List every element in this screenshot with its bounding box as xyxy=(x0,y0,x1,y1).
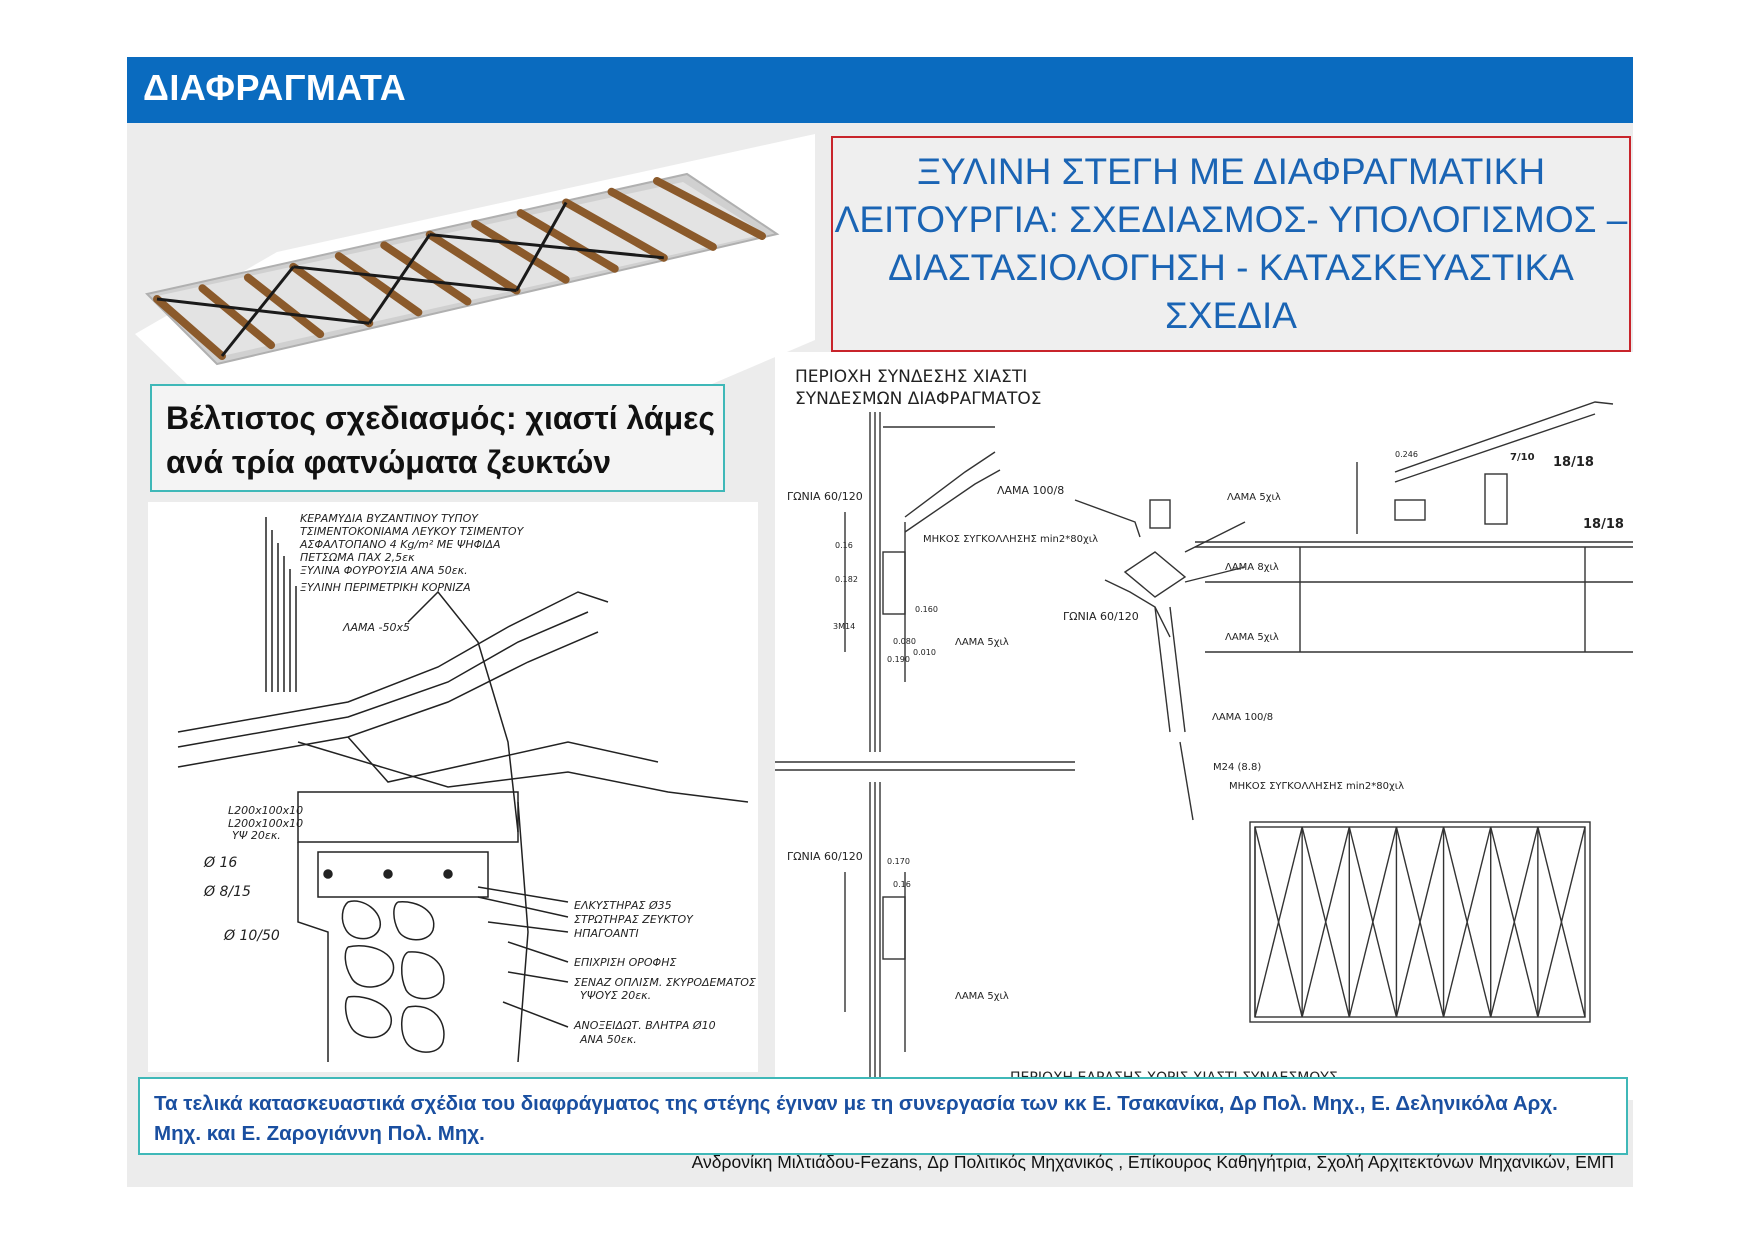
eave-label-13: Ø 10/50 xyxy=(224,928,280,944)
right-header-2: ΣΥΝΔΕΣΜΩΝ ΔΙΑΦΡΑΓΜΑΤΟΣ xyxy=(795,389,1042,409)
dim-8: 0.170 xyxy=(887,857,910,866)
eave-label-20: ΑΝΟΞΕΙΔΩΤ. ΒΛΗΤΡΑ Ø10 xyxy=(574,1019,716,1032)
dim-4: 0.160 xyxy=(915,605,938,614)
label-bolt: M24 (8.8) xyxy=(1213,762,1262,773)
design-note-line-2: ανά τρία φατνώματα ζευκτών xyxy=(166,444,612,480)
eave-label-7: ΛΑΜΑ -50x5 xyxy=(343,621,411,634)
subtitle-line-2: ΛΕΙΤΟΥΡΓΙΑ: ΣΧΕΔΙΑΣΜΟΣ- ΥΠΟΛΟΓΙΣΜΟΣ – xyxy=(834,199,1628,240)
roof-render-image xyxy=(127,134,815,384)
credits-box xyxy=(138,1077,1628,1155)
label-weld-2: ΜΗΚΟΣ ΣΥΓΚΟΛΛΗΣΗΣ min2*80χιλ xyxy=(1229,781,1405,792)
eave-label-2: ΤΣΙΜΕΝΤΟΚΟΝΙΑΜΑ ΛΕΥΚΟΥ ΤΣΙΜΕΝΤΟΥ xyxy=(300,525,524,538)
label-gonia-1: ΓΩΝΙΑ 60/120 xyxy=(787,490,863,503)
eave-label-18: ΣΕΝΑΖ ΟΠΛΙΣΜ. ΣΚΥΡΟΔΕΜΑΤΟΣ xyxy=(574,976,756,989)
dim-9: 0.16 xyxy=(893,880,911,889)
dim-10: 0.246 xyxy=(1395,450,1418,459)
dim-13: 7/10 xyxy=(1510,452,1535,463)
eave-label-14: ΕΛΚΥΣΤΗΡΑΣ Ø35 xyxy=(574,899,672,912)
label-lama8: ΛΑΜΑ 8χιλ xyxy=(1225,562,1279,573)
subtitle-box xyxy=(831,136,1631,352)
connection-detail-drawing xyxy=(775,352,1633,1100)
dim-5: 0.080 xyxy=(893,637,916,646)
label-lama5-d: ΛΑΜΑ 5χιλ xyxy=(955,991,1009,1002)
eave-section-svg xyxy=(148,502,758,1072)
roof-render-svg xyxy=(127,134,815,384)
eave-section-drawing xyxy=(148,502,758,1072)
label-lama-2: ΛΑΜΑ 100/8 xyxy=(1212,712,1274,723)
subtitle-line-1: ΞΥΛΙΝΗ ΣΤΕΓΗ ΜΕ ΔΙΑΦΡΑΓΜΑΤΙΚΗ xyxy=(916,151,1546,192)
eave-label-12: Ø 8/15 xyxy=(204,884,251,900)
eave-label-4: ΠΕΤΣΩΜΑ ΠΑΧ 2,5εκ xyxy=(300,551,415,564)
slide-title: ΔΙΑΦΡΑΓΜΑΤΑ xyxy=(143,67,407,108)
eave-label-21: ΑΝΑ 50εκ. xyxy=(580,1033,637,1046)
dim-11: 18/18 xyxy=(1553,455,1594,470)
design-note-line-1: Βέλτιστος σχεδιασμός: χιαστί λάμες xyxy=(166,400,715,436)
eave-label-6: ΞΥΛΙΝΗ ΠΕΡΙΜΕΤΡΙΚΗ ΚΟΡΝΙΖΑ xyxy=(300,581,471,594)
author-footer: Ανδρονίκη Μιλτιάδου-Fezans, Δρ Πολιτικός Μηχανικός , Επίκουρος Καθηγήτρια, Σχολή Αρχιτεκτόνων Μηχανικών, ΕΜΠ xyxy=(691,1152,1614,1172)
eave-label-16: ΗΠΑΓΟΑΝΤΙ xyxy=(574,927,639,940)
connection-detail-svg xyxy=(775,352,1633,1100)
right-header-1: ΠΕΡΙΟΧΗ ΣΥΝΔΕΣΗΣ ΧΙΑΣΤΙ xyxy=(795,367,1028,387)
eave-label-10: ΥΨ 20εκ. xyxy=(232,829,281,842)
eave-label-11: Ø 16 xyxy=(204,855,238,871)
label-gonia-2: ΓΩΝΙΑ 60/120 xyxy=(1063,610,1139,623)
label-lama-1: ΛΑΜΑ 100/8 xyxy=(997,484,1065,497)
subtitle-line-4: ΣΧΕΔΙΑ xyxy=(1165,295,1297,336)
eave-label-8: L200x100x10 xyxy=(228,804,304,817)
eave-label-17: ΕΠΙΧΡΙΣΗ ΟΡΟΦΗΣ xyxy=(574,956,677,969)
label-lama5-a: ΛΑΜΑ 5χιλ xyxy=(955,637,1009,648)
eave-label-1: ΚΕΡΑΜΥΔΙΑ ΒΥΖΑΝΤΙΝΟΥ ΤΥΠΟΥ xyxy=(300,512,479,525)
title-bar xyxy=(127,57,1633,123)
label-gonia-3: ΓΩΝΙΑ 60/120 xyxy=(787,850,863,863)
dim-7: 0.010 xyxy=(913,648,936,657)
dim-6: 0.190 xyxy=(887,655,910,664)
label-weld-1: ΜΗΚΟΣ ΣΥΓΚΟΛΛΗΣΗΣ min2*80χιλ xyxy=(923,534,1099,545)
eave-label-3: ΑΣΦΑΛΤΟΠΑΝΟ 4 Kg/m² ΜΕ ΨΗΦΙΔΑ xyxy=(300,538,501,551)
label-lama5-b: ΛΑΜΑ 5χιλ xyxy=(1227,492,1281,503)
dim-1: 0.16 xyxy=(835,541,853,550)
dim-3: 3M14 xyxy=(833,622,856,631)
eave-label-9: L200x100x10 xyxy=(228,817,304,830)
eave-label-15: ΣΤΡΩΤΗΡΑΣ ΖΕΥΚΤΟΥ xyxy=(574,913,693,926)
credits-line-2: Μηχ. και Ε. Ζαρογιάννη Πολ. Μηχ. xyxy=(154,1122,485,1145)
subtitle-line-3: ΔΙΑΣΤΑΣΙΟΛΟΓΗΣΗ - ΚΑΤΑΣΚΕΥΑΣΤΙΚΑ xyxy=(888,247,1574,288)
design-note-box xyxy=(150,384,725,492)
eave-label-19: ΥΨΟΥΣ 20εκ. xyxy=(580,989,652,1002)
dim-2: 0.182 xyxy=(835,575,858,584)
label-lama5-c: ΛΑΜΑ 5χιλ xyxy=(1225,632,1279,643)
eave-label-5: ΞΥΛΙΝΑ ΦΟΥΡΟΥΣΙΑ ΑΝΑ 50εκ. xyxy=(300,564,468,577)
credits-line-1: Τα τελικά κατασκευαστικά σχέδια του διαφράγματος της στέγης έγιναν με τη συνεργασία των κκ Ε. Τσακανίκα, Δρ Πολ. Μηχ., Ε. Δεληνικόλα Αρχ. xyxy=(154,1092,1558,1115)
dim-12: 18/18 xyxy=(1583,517,1624,532)
